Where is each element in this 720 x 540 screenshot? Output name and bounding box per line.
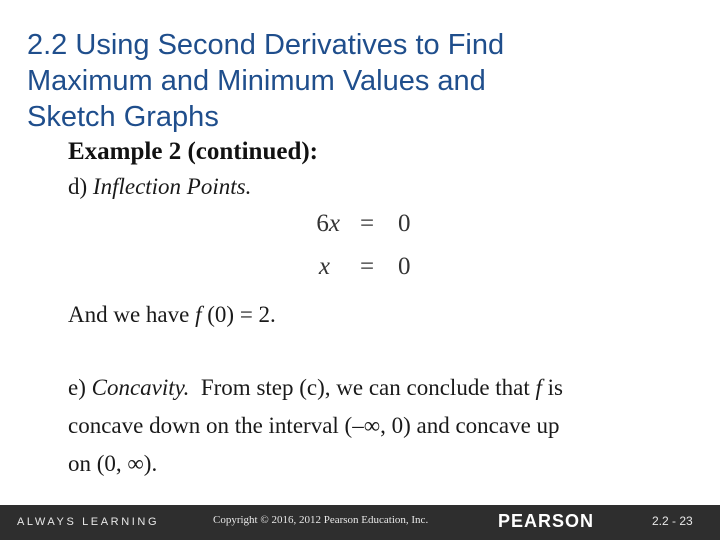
footer-bar bbox=[0, 505, 720, 540]
value-statement bbox=[68, 297, 276, 333]
equation-2-rhs: 0 bbox=[398, 253, 411, 280]
equation-2-operator: = bbox=[359, 253, 375, 280]
part-e-function: f bbox=[535, 375, 542, 400]
statement-function: f bbox=[195, 302, 202, 327]
part-e-text-1: From step (c), we can conclude that bbox=[189, 375, 536, 400]
part-e-line-3: on (0, ∞). bbox=[68, 451, 158, 476]
part-d-title: Inflection Points. bbox=[92, 174, 252, 199]
footer-brand: ALWAYS LEARNING bbox=[17, 516, 160, 528]
statement-suffix: (0) = 2. bbox=[201, 302, 276, 327]
footer-copyright: Copyright © 2016, 2012 Pearson Education, Inc. bbox=[213, 514, 429, 526]
part-d-line bbox=[68, 169, 251, 205]
slide-title: 2.2 Using Second Derivatives to Find Maximum and Minimum Values and Sketch Graphs bbox=[27, 29, 505, 133]
part-e-text-2: is bbox=[541, 375, 564, 400]
statement-prefix: And we have bbox=[68, 302, 196, 327]
part-e-title: Concavity. bbox=[91, 375, 190, 400]
page-number: 2.2 - 23 bbox=[652, 514, 693, 528]
publisher-logo: PEARSON bbox=[498, 511, 595, 531]
part-e-label: e) bbox=[68, 375, 92, 400]
example-heading: Example 2 (continued): bbox=[68, 138, 318, 165]
part-e-line-2: concave down on the interval (–∞, 0) and concave up bbox=[68, 413, 560, 438]
part-e-line-1 bbox=[68, 370, 563, 406]
equation-1-lhs: 6x bbox=[316, 210, 340, 237]
equation-1-rhs: 0 bbox=[398, 210, 411, 237]
equation-2-lhs: x bbox=[318, 253, 330, 280]
equation-1-operator: = bbox=[359, 210, 375, 237]
part-d-label: d) bbox=[68, 174, 93, 199]
